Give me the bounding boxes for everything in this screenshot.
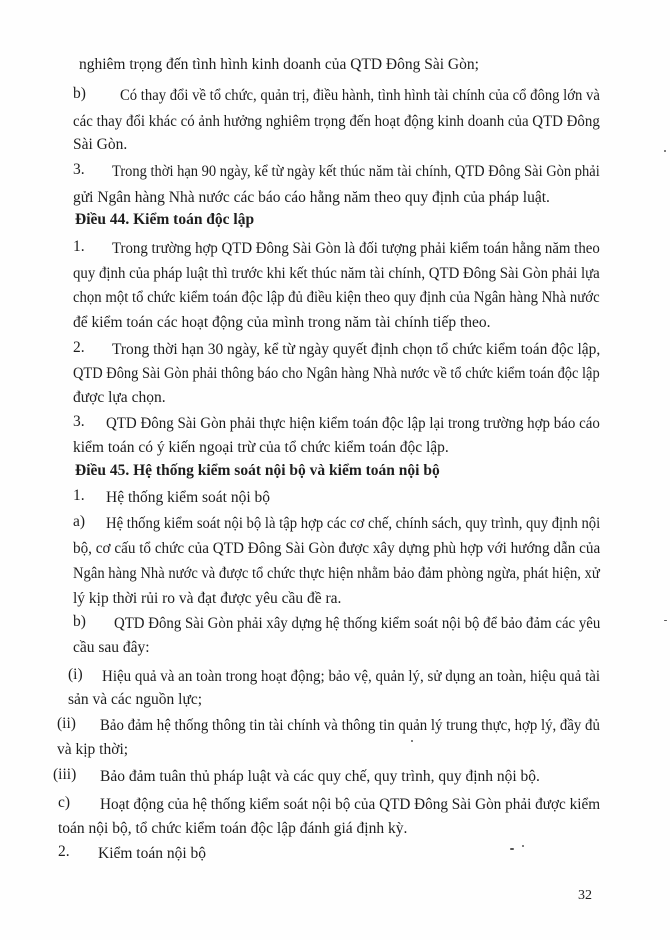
text-line: Trong trường hợp QTD Đông Sài Gòn là đối tượng phải kiểm toán hằng năm theo bbox=[112, 240, 600, 257]
text-line: lý kịp thời rủi ro và đạt được yêu cầu đề ra. bbox=[73, 590, 342, 607]
item-marker: b) bbox=[73, 613, 86, 630]
text-line: gửi Ngân hàng Nhà nước các báo cáo hằng năm theo quy định của pháp luật. bbox=[73, 189, 550, 206]
page-number: 32 bbox=[578, 888, 592, 903]
item-marker: (ii) bbox=[57, 715, 76, 732]
text-line: Bảo đảm hệ thống thông tin tài chính và thông tin quản lý trung thực, hợp lý, đầy đủ bbox=[100, 717, 600, 734]
text-line: cầu sau đây: bbox=[73, 639, 150, 656]
text-line: Bảo đảm tuân thủ pháp luật và các quy chế, quy trình, quy định nội bộ. bbox=[100, 768, 540, 785]
scan-speck bbox=[522, 845, 524, 847]
item-marker: (i) bbox=[68, 666, 83, 683]
text-line: QTD Đông Sài Gòn phải thực hiện kiểm toán độc lập lại trong trường hợp báo cáo bbox=[106, 415, 600, 432]
text-line: Trong thời hạn 90 ngày, kể từ ngày kết thúc năm tài chính, QTD Đông Sài Gòn phải bbox=[112, 163, 600, 180]
scan-speck bbox=[664, 620, 667, 621]
text-line: Hoạt động của hệ thống kiểm soát nội bộ của QTD Đông Sài Gòn phải được kiểm bbox=[100, 796, 601, 813]
text-line: bộ, cơ cấu tổ chức của QTD Đông Sài Gòn được xây dựng phù hợp với hướng dẫn của bbox=[73, 540, 601, 557]
text-line: quy định của pháp luật thì trước khi kết thúc năm tài chính, QTD Đông Sài Gòn phải lựa bbox=[73, 265, 600, 282]
text-line: sản và các nguồn lực; bbox=[68, 691, 203, 708]
text-line: QTD Đông Sài Gòn phải xây dựng hệ thống kiểm soát nội bộ để bảo đảm các yêu bbox=[114, 615, 601, 632]
text-line: Ngân hàng Nhà nước và được tổ chức thực hiện nhằm bảo đảm phòng ngừa, phát hiện, xử bbox=[73, 565, 600, 582]
item-marker: 1. bbox=[73, 238, 85, 255]
item-marker: 3. bbox=[73, 413, 85, 430]
text-line: chọn một tổ chức kiểm toán độc lập đủ điều kiện theo quy định của Ngân hàng Nhà nước bbox=[73, 289, 600, 306]
scan-speck bbox=[664, 150, 666, 152]
text-line: Kiểm toán nội bộ bbox=[98, 845, 207, 862]
text-line: toán nội bộ, tổ chức kiểm toán độc lập đánh giá định kỳ. bbox=[58, 820, 408, 837]
text-line: các thay đổi khác có ảnh hưởng nghiêm trọng đến hoạt động kinh doanh của QTD Đông bbox=[73, 113, 600, 130]
text-line: được lựa chọn. bbox=[73, 389, 166, 406]
item-marker: (iii) bbox=[53, 766, 77, 783]
item-marker: b) bbox=[73, 85, 86, 102]
item-marker: 2. bbox=[58, 843, 70, 860]
text-line: Hệ thống kiểm soát nội bộ bbox=[106, 489, 271, 506]
article-heading: Điều 44. Kiểm toán độc lập bbox=[75, 211, 255, 228]
item-marker: a) bbox=[73, 513, 86, 530]
text-line: Sài Gòn. bbox=[73, 136, 128, 153]
item-marker: 1. bbox=[73, 487, 85, 504]
text-line: Có thay đổi về tổ chức, quản trị, điều hành, tình hình tài chính của cổ đông lớn và bbox=[120, 87, 600, 104]
item-marker: 2. bbox=[73, 339, 85, 356]
text-line: nghiêm trọng đến tình hình kinh doanh của QTD Đông Sài Gòn; bbox=[79, 56, 479, 73]
text-line: Hệ thống kiểm soát nội bộ là tập hợp các cơ chế, chính sách, quy trình, quy định nội bbox=[106, 515, 601, 532]
text-line: kiểm toán có ý kiến ngoại trừ của tổ chức kiểm toán độc lập. bbox=[73, 439, 449, 456]
text-line: và kịp thời; bbox=[57, 741, 129, 758]
text-line: Trong thời hạn 30 ngày, kể từ ngày quyết định chọn tổ chức kiểm toán độc lập, bbox=[112, 341, 601, 358]
item-marker: 3. bbox=[73, 161, 85, 178]
text-line: để kiểm toán các hoạt động của mình trong năm tài chính tiếp theo. bbox=[73, 314, 491, 331]
scan-speck bbox=[411, 740, 413, 742]
article-heading: Điều 45. Hệ thống kiểm soát nội bộ và kiểm toán nội bộ bbox=[75, 462, 440, 479]
item-marker: c) bbox=[58, 794, 71, 811]
scan-speck bbox=[510, 848, 514, 850]
text-line: Hiệu quả và an toàn trong hoạt động; bảo vệ, quản lý, sử dụng an toàn, hiệu quả tài bbox=[102, 668, 601, 685]
text-line: QTD Đông Sài Gòn phải thông báo cho Ngân hàng Nhà nước về tổ chức kiểm toán độc lập bbox=[73, 365, 600, 382]
